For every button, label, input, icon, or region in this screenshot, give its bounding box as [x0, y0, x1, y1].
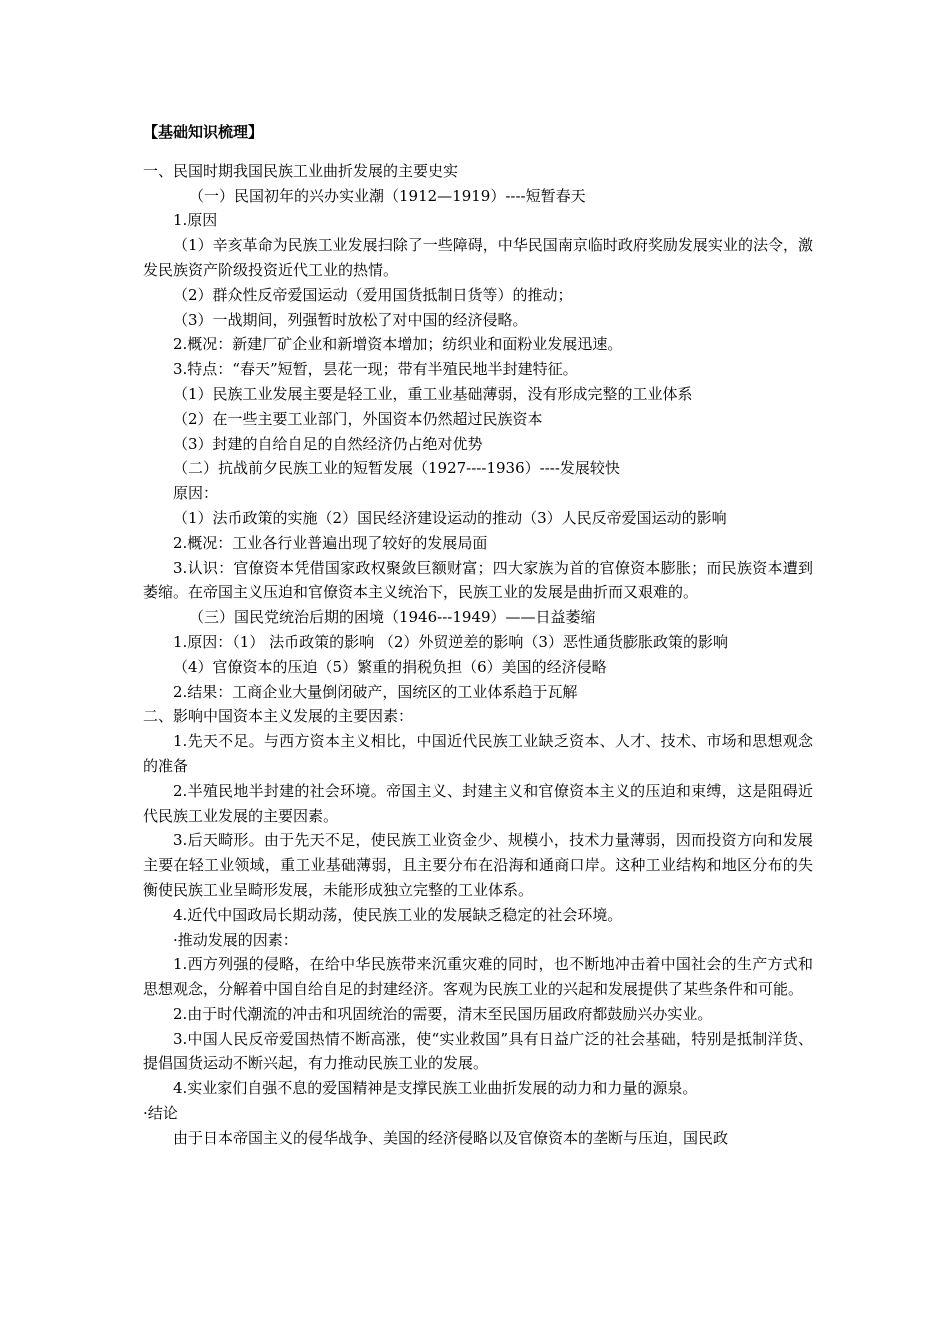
paragraph: （3）封建的自给自足的自然经济仍占绝对优势	[173, 434, 483, 453]
paragraph: 1.西方列强的侵略，在给中华民族带来沉重灾难的同时，也不断地冲击着中国社会的生产方式和思想观念，分解着中国自给自足的封建经济。客观为民族工业的兴起和发展提供了某些条件和可能。	[143, 955, 813, 999]
paragraph: （1）辛亥革命为民族工业发展扫除了一些障碍，中华民国南京临时政府奖励发展实业的法令，激发民族资产阶级投资近代工业的热情。	[143, 236, 813, 279]
paragraph: （2）群众性反帝爱国运动（爱用国货抵制日货等）的推动；	[173, 285, 573, 304]
paragraph-list	[143, 159, 813, 1151]
document-body	[143, 120, 813, 1151]
paragraph: 2.概况：工业各行业普遍出现了较好的发展局面	[173, 533, 488, 552]
paragraph: （一）民国初年的兴办实业潮（1912—1919）----短暂春天	[189, 186, 586, 205]
paragraph: 2.概况：新建厂矿企业和新增资本增加；纺织业和面粉业发展迅速。	[173, 335, 623, 354]
paragraph: 2.由于时代潮流的冲击和巩固统治的需要，清末至民国历届政府都鼓励兴办实业。	[173, 1004, 713, 1023]
section-heading: 【基础知识梳理】	[143, 123, 264, 141]
paragraph: 1.原因	[173, 211, 218, 230]
paragraph: 4.近代中国政局长期动荡，使民族工业的发展缺乏稳定的社会环境。	[173, 905, 623, 924]
paragraph: 1.原因：（1） 法币政策的影响 （2）外贸逆差的影响（3）恶性通货膨胀政策的影响	[173, 632, 728, 651]
paragraph: 3.认识：官僚资本凭借国家政权聚敛巨额财富；四大家族为首的官僚资本膨胀；而民族资本遭到萎缩。在帝国主义压迫和官僚资本主义统治下，民族工业的发展是曲折而又艰难的。	[143, 558, 813, 602]
paragraph: 3.特点：“春天”短暂，昙花一现；带有半殖民地半封建特征。	[173, 360, 578, 379]
paragraph: 原因：	[173, 484, 219, 503]
paragraph: （2）在一些主要工业部门，外国资本仍然超过民族资本	[173, 409, 543, 428]
paragraph: 4.实业家们自强不息的爱国精神是支撑民族工业曲折发展的动力和力量的源泉。	[173, 1079, 698, 1098]
paragraph: 3.后天畸形。由于先天不足，使民族工业资金少、规模小，技术力量薄弱，因而投资方向和发展主要在轻工业领域，重工业基础薄弱，且主要分布在沿海和通商口岸。这种工业结构和地区分布的失衡使民族工业呈畸形发展，未能形成独立完整的工业体系。	[143, 831, 813, 899]
paragraph: （3）一战期间，列强暂时放松了对中国的经济侵略。	[173, 310, 528, 329]
paragraph: 由于日本帝国主义的侵华战争、美国的经济侵略以及官僚资本的垄断与压迫，国民政	[173, 1128, 729, 1147]
paragraph: ·推动发展的因素：	[173, 930, 298, 949]
paragraph: 2.半殖民地半封建的社会环境。帝国主义、封建主义和官僚资本主义的压迫和束缚，这是阻碍近代民族工业发展的主要因素。	[143, 781, 813, 825]
paragraph: 一、民国时期我国民族工业曲折发展的主要史实	[143, 161, 459, 180]
paragraph: 二、影响中国资本主义发展的主要因素：	[143, 707, 414, 726]
paragraph: 3.中国人民反帝爱国热情不断高涨，使“实业救国”具有日益广泛的社会基础，特别是抵制洋货、提倡国货运动不断兴起，有力推动民族工业的发展。	[143, 1029, 813, 1073]
paragraph: （1）法币政策的实施（2）国民经济建设运动的推动（3）人民反帝爱国运动的影响	[173, 508, 727, 527]
paragraph: 2.结果：工商企业大量倒闭破产，国统区的工业体系趋于瓦解	[173, 682, 578, 701]
paragraph: ·结论	[143, 1104, 178, 1123]
paragraph: （三）国民党统治后期的困境（1946---1949）——日益萎缩	[189, 608, 596, 627]
paragraph: （1）民族工业发展主要是轻工业，重工业基础薄弱，没有形成完整的工业体系	[173, 384, 693, 403]
paragraph: （二）抗战前夕民族工业的短暂发展（1927----1936）----发展较快	[173, 459, 620, 478]
paragraph: （4）官僚资本的压迫（5）繁重的捐税负担（6）美国的经济侵略	[173, 657, 607, 676]
paragraph: 1.先天不足。与西方资本主义相比，中国近代民族工业缺乏资本、人才、技术、市场和思想观念的准备	[143, 732, 813, 775]
